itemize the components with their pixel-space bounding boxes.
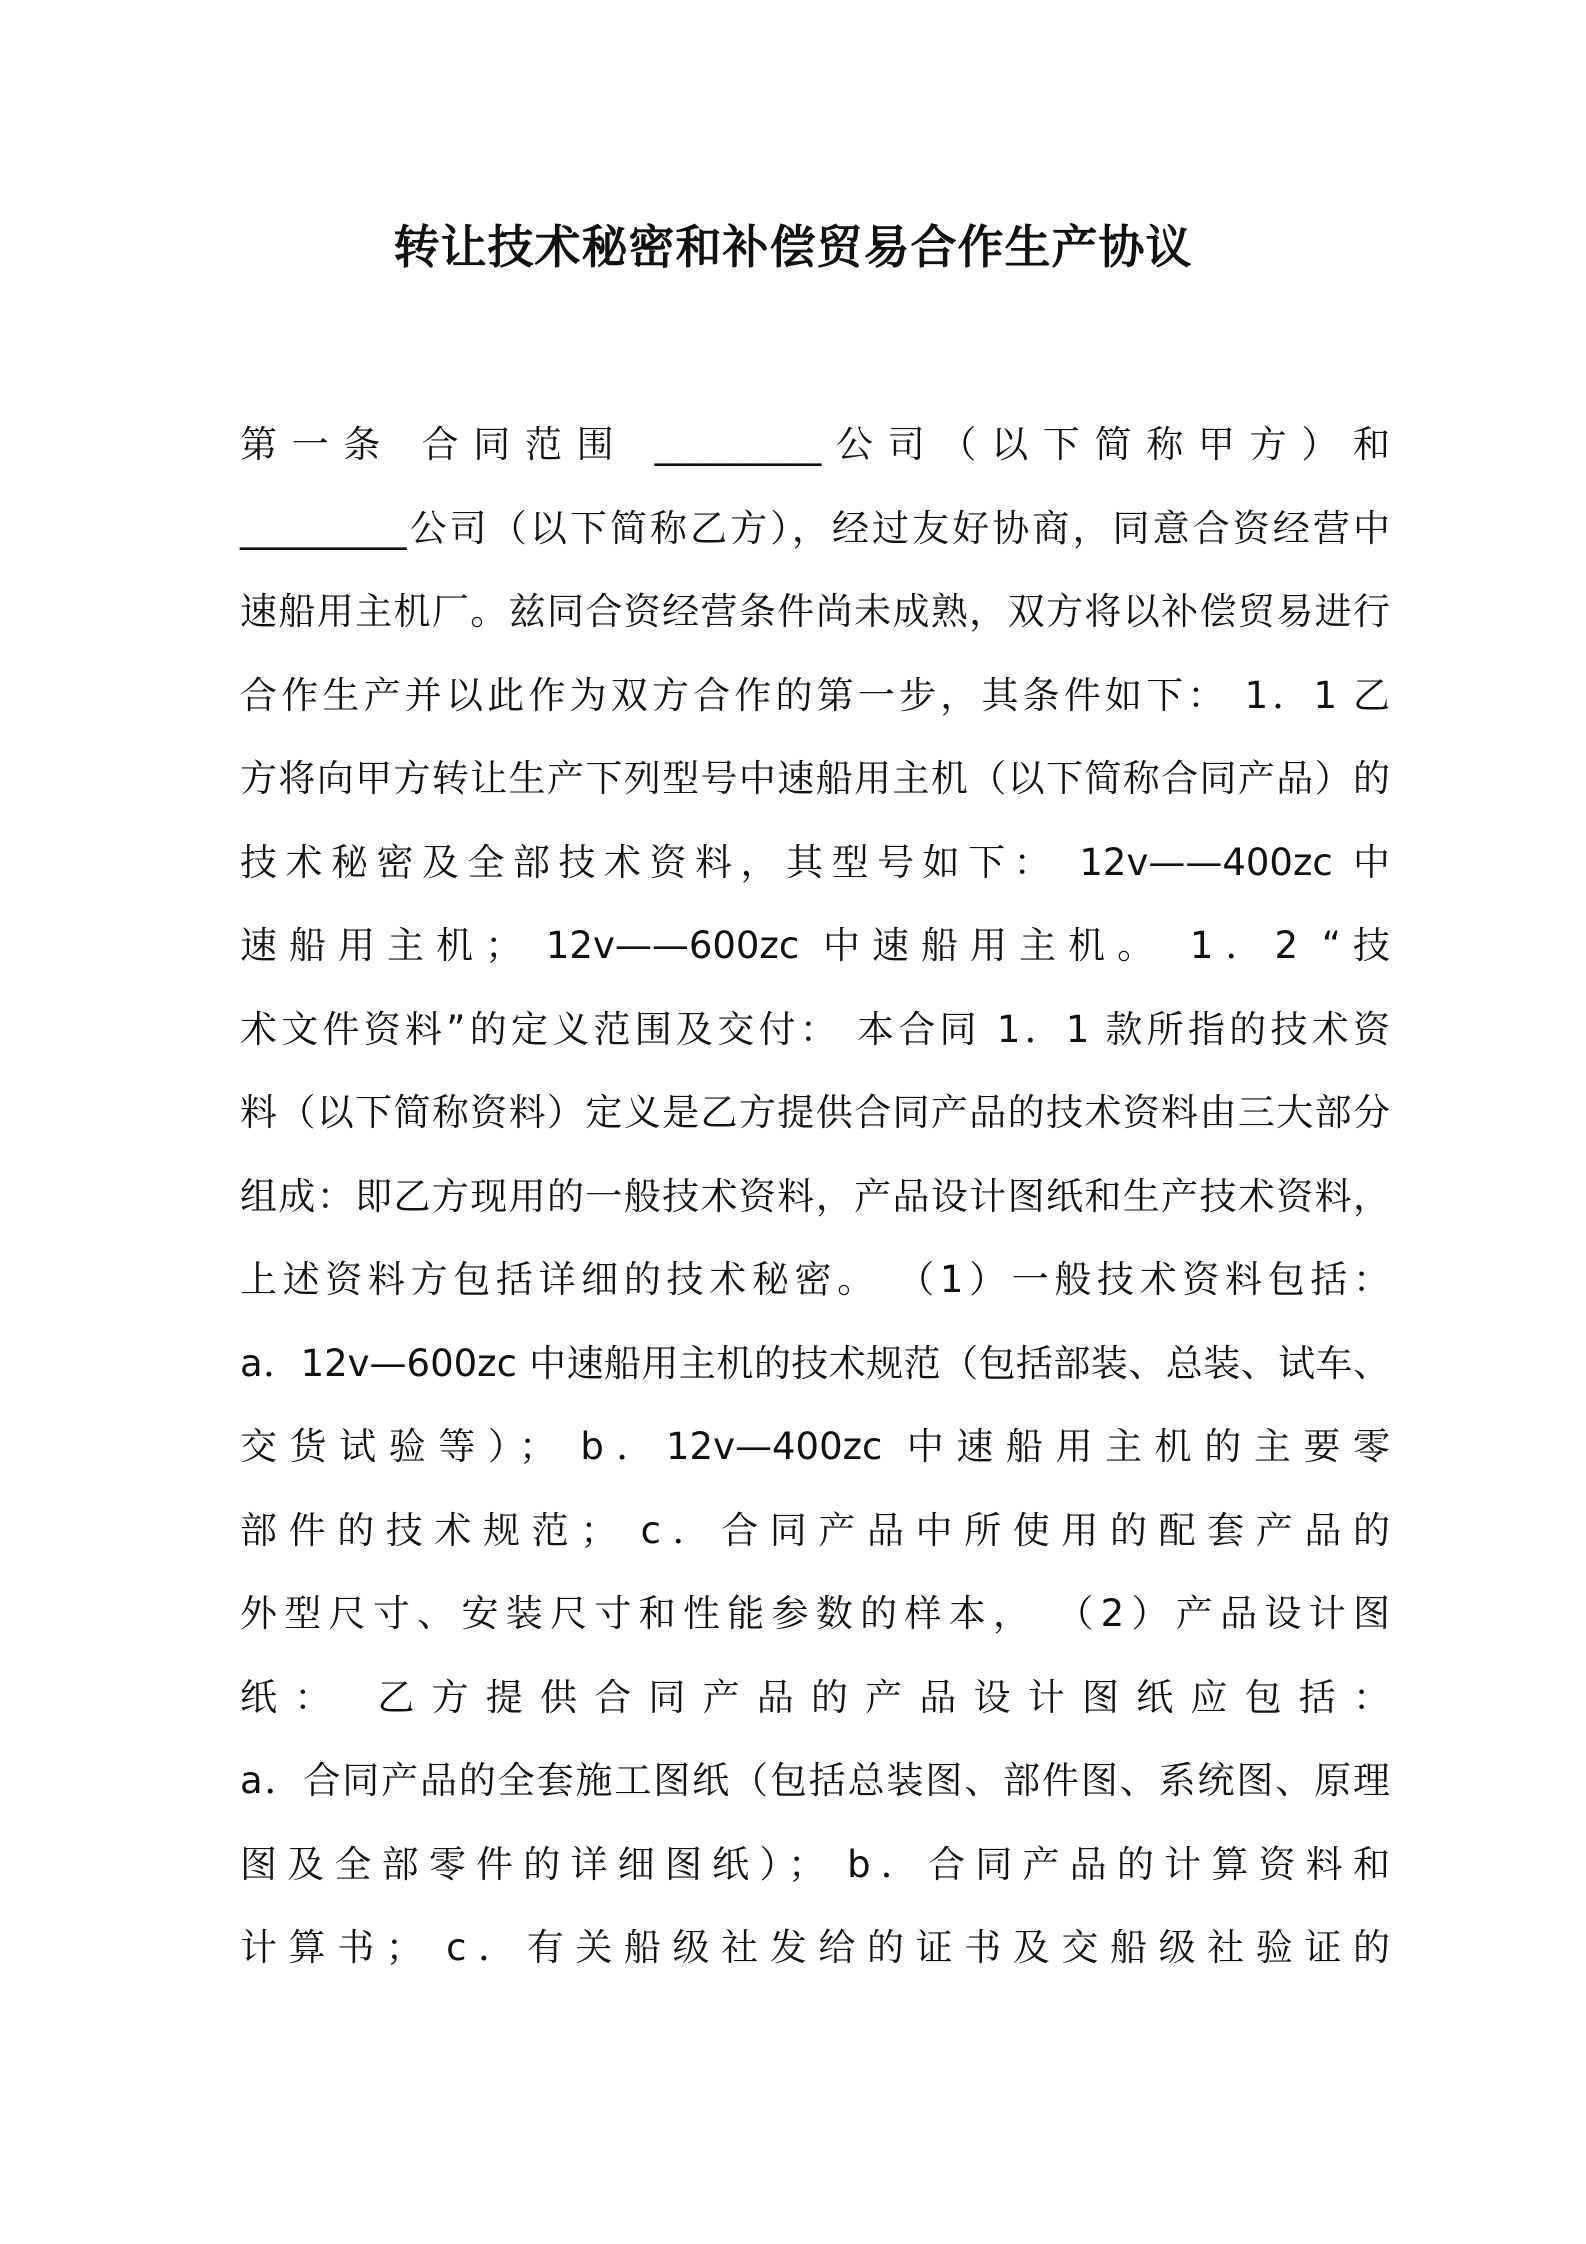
text-line: 外型尺寸、安装尺寸和性能参数的样本， （2）产品设计图 — [240, 1592, 1390, 1635]
text-line: a．12v—600zc 中速船用主机的技术规范（包括部装、总装、试车、 — [240, 1341, 1390, 1385]
text-line: 上述资料方包括详细的技术秘密。 （1）一般技术资料包括： — [240, 1258, 1390, 1301]
text-line: _________公司（以下简称乙方），经过友好协商，同意合资经营中 — [240, 506, 1390, 550]
text-line: 计算书； c．有关船级社发给的证书及交船级社验证的 — [240, 1926, 1390, 1969]
text-line: 部件的技术规范； c．合同产品中所使用的配套产品的 — [240, 1508, 1390, 1552]
text-line: 纸： 乙方提供合同产品的产品设计图纸应包括： — [240, 1675, 1390, 1719]
document-body — [240, 403, 1390, 1990]
text-line: a．合同产品的全套施工图纸（包括总装图、部件图、系统图、原理 — [240, 1759, 1390, 1802]
text-line: 速船用主机； 12v——600zc 中速船用主机。 1．2 “技 — [240, 924, 1390, 967]
text-line: 技术秘密及全部技术资料，其型号如下： 12v——400zc 中 — [240, 840, 1390, 884]
text-line: 速船用主机厂。兹同合资经营条件尚未成熟，双方将以补偿贸易进行 — [240, 590, 1390, 633]
text-line: 合作生产并以此作为双方合作的第一步，其条件如下： 1．1 乙 — [240, 673, 1390, 717]
text-line: 图及全部零件的详细图纸）； b．合同产品的计算资料和 — [240, 1842, 1390, 1886]
text-line: 交货试验等）； b．12v—400zc 中速船用主机的主要零 — [240, 1425, 1390, 1468]
text-line: 组成：即乙方现用的一般技术资料，产品设计图纸和生产技术资料， — [240, 1174, 1390, 1218]
text-line: 料（以下简称资料）定义是乙方提供合同产品的技术资料由三大部分 — [240, 1091, 1390, 1134]
text-line: 第一条 合同范围 _________公司（以下简称甲方）和 — [240, 423, 1390, 466]
document-title: 转让技术秘密和补偿贸易合作生产协议 — [393, 220, 1193, 274]
text-line: 方将向甲方转让生产下列型号中速船用主机（以下简称合同产品）的 — [240, 757, 1390, 800]
text-line: 术文件资料”的定义范围及交付： 本合同 1．1 款所指的技术资 — [240, 1007, 1390, 1051]
